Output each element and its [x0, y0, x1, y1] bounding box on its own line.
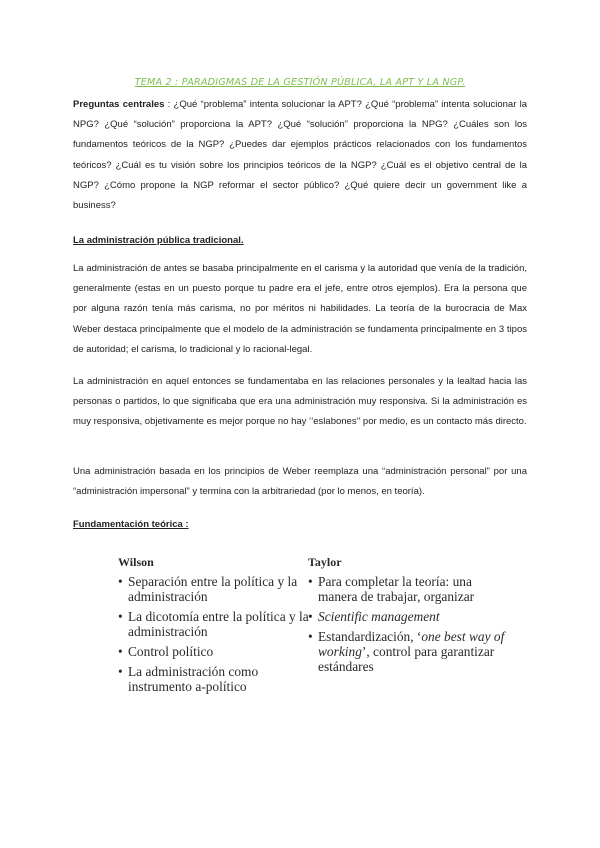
- wilson-list: [118, 574, 323, 694]
- central-questions-label: Preguntas centrales: [73, 99, 165, 110]
- taylor-list: [308, 574, 508, 674]
- list-item: • Separación entre la política y la administración: [118, 574, 298, 604]
- list-item: • Estandardización, ‘one best way of working’, control para garantizar estándares: [308, 629, 505, 674]
- paragraph-traditional-authority: La administración de antes se basaba principalmente en el carisma y la autoridad que venía de la tradición, generalmente (estas en un puesto porque tu padre era el jefe, entre otros ejemplos). Era la persona que por alguna razón tenía más carisma, no por méritos ni habilidades. La teoría de la burocracia de Max Weber destaca principalmente que el modelo de la administración se fundamenta principalmente en 3 tipos de autoridad; el carisma, lo tradicional y lo racional-legal.: [73, 263, 527, 355]
- document-title: TEMA 2 : PARADIGMAS DE LA GESTIÓN PÚBLICA, LA APT Y LA NGP.: [134, 77, 466, 88]
- taylor-title: Taylor: [308, 555, 342, 569]
- central-questions-paragraph: [73, 95, 527, 216]
- list-item: • Scientific management: [308, 609, 440, 624]
- list-item: • Para completar la teoría: una manera de trabajar, organizar: [308, 574, 475, 604]
- wilson-taylor-figure: [108, 555, 508, 715]
- list-item: • Control político: [118, 644, 214, 659]
- paragraph-weber-principles: Una administración basada en los principios de Weber reemplaza una “administración personal” por una “administración impersonal” y termina con la arbitrariedad (por lo menos, en teoría).: [73, 466, 527, 498]
- central-questions-text: : ¿Qué “problema” intenta solucionar la APT? ¿Qué “problema” intenta solucionar la NPG? ¿Qué “solución” proporciona la APT? ¿Qué “solución” proporciona la NPG? ¿Cuáles son los fundamentos teóricos de la NGP? ¿Puedes dar ejemplos prácticos relacionados con los fundamentos teóricos? ¿Cuál es tu visión sobre los principios teóricos de la NGP? ¿Cuál es el objetivo central de la NGP? ¿Cómo propone la NGP reformar el sector público? ¿Qué quiere decir un government like a business?: [73, 99, 527, 212]
- taylor-column: [308, 555, 508, 679]
- list-item: • La administración como instrumento a-político: [118, 664, 259, 694]
- wilson-title: Wilson: [118, 555, 154, 569]
- section-heading-traditional-administration: La administración pública tradicional.: [73, 235, 244, 246]
- wilson-column: [118, 555, 323, 699]
- list-item: • La dicotomía entre la política y la administración: [118, 609, 309, 639]
- paragraph-personal-relations: La administración en aquel entonces se fundamentaba en las relaciones personales y la lealtad hacia las personas o partidos, lo que significaba que era una administración muy responsiva. Si la administración es muy responsiva, objetivamente es mejor porque no hay ‘’eslabones’’ por medio, es un contacto más directo.: [73, 376, 527, 428]
- section-heading-theoretical-foundation: Fundamentación teórica :: [73, 519, 189, 530]
